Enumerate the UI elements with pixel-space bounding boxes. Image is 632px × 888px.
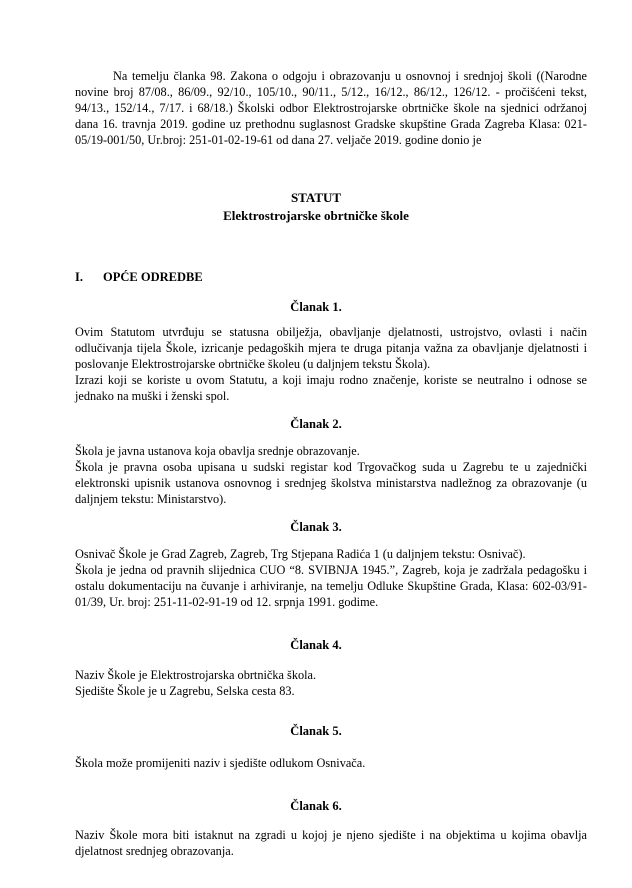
document-title: STATUT <box>290 190 342 205</box>
article-paragraph: Naziv Škole je Elektrostrojarska obrtnička škola. <box>75 668 317 682</box>
article-paragraph: Škola može promijeniti naziv i sjedište odlukom Osnivača. <box>75 756 366 770</box>
article-heading: Članak 5. <box>290 724 342 738</box>
article-body <box>75 546 587 610</box>
section-number: I. <box>75 270 83 284</box>
article-heading: Članak 1. <box>290 300 342 314</box>
article-paragraph: Osnivač Škole je Grad Zagreb, Zagreb, Trg Stjepana Radića 1 (u daljnjem tekstu: Osnivač). <box>75 547 526 561</box>
article-paragraph: Ovim Statutom utvrđuju se statusna obilježja, obavljanje djelatnosti, ustrojstvo, ovlasti i način odlučivanja tijela Škole, izricanje pedagoških mjera te druga pitanja važna za obavljanje djelatnosti i poslovanje Elektrostrojarske obrtničke školeu (u daljnjem tekstu Škola). <box>75 325 587 371</box>
section-heading <box>75 270 203 285</box>
article-paragraph: Naziv Škole mora biti istaknut na zgradi u kojoj je njeno sjedište i na objektima u kojima obavlja djelatnost srednjeg obrazovanja. <box>75 828 587 858</box>
article-heading: Članak 6. <box>290 799 342 813</box>
article-heading: Članak 4. <box>290 638 342 652</box>
article-paragraph: Škola je jedna od pravnih slijednica CUO “8. SVIBNJA 1945.”, Zagreb, koja je zadržala pedagošku i ostalu dokumentaciju na čuvanje i arhiviranje, na temelju Odluke Skupštine Grada, Klasa: 602-03/91-01/39, Ur. broj: 251-11-02-91-19 od 12. srpnja 1991. godime. <box>75 563 587 609</box>
article-paragraph: Sjedište Škole je u Zagrebu, Selska cesta 83. <box>75 684 295 698</box>
document-subtitle: Elektrostrojarske obrtničke škole <box>223 208 409 223</box>
article-paragraph: Škola je pravna osoba upisana u sudski registar kod Trgovačkog suda u Zagrebu te u zajednički elektronski upisnik ustanova osnovnog i srednjeg školstva ministarstva nadležnog za obrazovanje (u daljnjem tekstu: Ministarstvo). <box>75 460 587 506</box>
intro-paragraph: Na temelju članka 98. Zakona o odgoju i obrazovanju u osnovnoj i srednjoj školi ((Narodne novine broj 87/08., 86/09., 92/10., 105/10., 90/11., 5/12., 16/12., 86/12., 126/12. - pročišćeni tekst, 94/13., 152/14., 7/17. i 68/18.) Školski odbor Elektrostrojarske obrtničke škole na sjednici održanoj dana 16. travnja 2019. godine uz prethodnu suglasnost Gradske skupštine Grada Zagreba Klasa: 021-05/19-001/50, Ur.broj: 251-01-02-19-61 od dana 27. veljače 2019. godine donio je <box>75 69 587 147</box>
article-paragraph: Škola je javna ustanova koja obavlja srednje obrazovanje. <box>75 444 360 458</box>
section-label: OPĆE ODREDBE <box>103 270 203 284</box>
article-body <box>75 324 587 404</box>
article-body <box>75 827 587 859</box>
article-paragraph: Izrazi koji se koriste u ovom Statutu, a koji imaju rodno značenje, koriste se neutralno i odnose se jednako na muški i ženski spol. <box>75 373 587 403</box>
article-heading: Članak 2. <box>290 417 342 431</box>
article-body <box>75 667 587 699</box>
article-heading: Članak 3. <box>290 520 342 534</box>
article-body <box>75 443 587 507</box>
article-body <box>75 755 587 771</box>
